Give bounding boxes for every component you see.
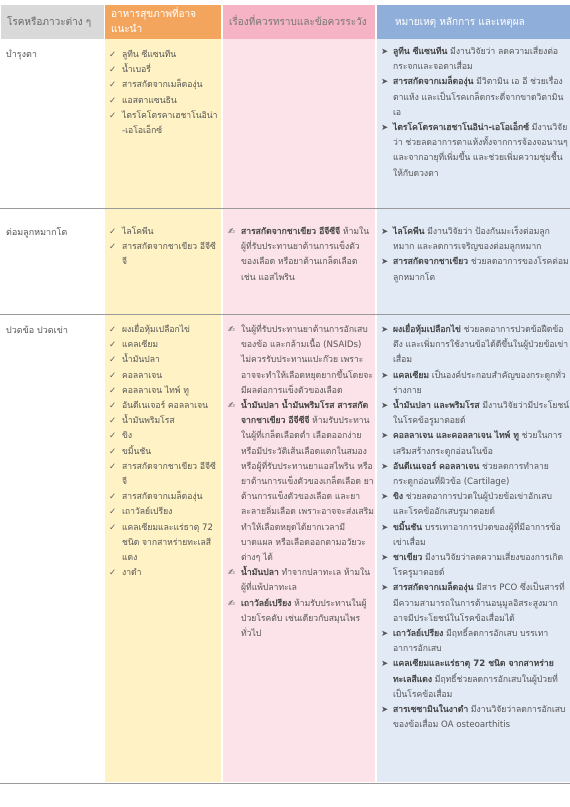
arrow-bullet-icon: ➤ <box>381 257 389 268</box>
food-item-label: ผงเยื่อหุ้มเปลือกไข่ <box>122 325 190 335</box>
row-notes-list <box>381 323 570 733</box>
item-bold-term: สารสกัดจากเมล็ดองุ่น <box>393 77 474 88</box>
item-bold-term: น้ำมันปลา และพริมโรส <box>393 401 480 412</box>
food-item <box>109 460 219 490</box>
item-text: ช่วยลดอาการของโรคต่อมลูกหมากโต <box>393 257 569 283</box>
caution-item <box>228 225 374 286</box>
food-item <box>109 48 219 63</box>
food-item-label: อันดีเนเจอร์ คอลลาเจน <box>122 401 209 412</box>
pencil-note-icon: ✍ <box>228 598 236 609</box>
item-text: มีงานวิจัยว่าลดความเสี่ยงของการเกิดโรครูมาตอยด์ <box>393 553 564 579</box>
item-text: ในผู้ที่รับประทานยาต้านการอักเสบของข้อ และกล้ามเนื้อ (NSAIDs) ไม่ควรรับประทานแปะก๊วย เพราะอาจจะทำให้เลือดหยุดยากขึ้นโดยจะมีผลต่อการแข็งตัวของเลือด <box>241 325 373 396</box>
food-item <box>109 414 219 429</box>
food-item-label: สารสกัดจากชาเขียว อีจีซีจี <box>122 461 216 488</box>
item-text: ช่วยลดอาการปวดข้อฝืดข้อตึง และเพิ่มการใช้งานข้อได้ดีขึ้นในผู้ป่วยข้อเข่าเสื่อม <box>393 325 569 366</box>
check-icon: ✓ <box>109 461 117 472</box>
arrow-bullet-icon: ➤ <box>381 583 389 594</box>
arrow-bullet-icon: ➤ <box>381 370 389 381</box>
food-item <box>109 399 219 414</box>
row-disease-label: ปวดข้อ ปวดเข่า <box>6 326 68 336</box>
check-icon: ✓ <box>109 522 117 533</box>
item-bold-term: แคลเซียมและแร่ธาตุ 72 ชนิด จากสาหร่ายทะเลสีแดง <box>393 659 554 685</box>
header-disease: โรคหรือภาวะต่าง ๆ <box>1 5 104 39</box>
note-item <box>381 703 570 733</box>
food-item-label: เถาวัลย์เปรียง <box>122 507 173 518</box>
note-item <box>381 225 570 255</box>
check-icon: ✓ <box>109 227 117 237</box>
item-bold-term: แคลเซียม <box>393 370 430 381</box>
item-text: มีงานวิจัยว่าลดการอักเสบของข้อเสื่อม OA osteoarthitis <box>393 705 566 731</box>
item-bold-term: ไตรโคโตรคาเฮชาโนอิน่า-เอโอเอ็กซ์ <box>393 123 530 134</box>
check-icon: ✓ <box>109 416 117 427</box>
check-icon: ✓ <box>109 65 117 76</box>
item-text: เป็นองค์ประกอบสำคัญของกระดูกทั่วร่างกาย <box>393 370 566 396</box>
row-divider <box>0 314 570 315</box>
check-icon: ✓ <box>109 492 117 503</box>
note-item <box>381 521 570 551</box>
food-item-label: น้ำเบอรี่ <box>122 65 151 76</box>
row-disease-label: ต่อมลูกหมากโต <box>6 228 68 238</box>
food-item <box>109 521 219 567</box>
food-item <box>109 225 219 240</box>
pencil-note-icon: ✍ <box>228 325 236 335</box>
arrow-bullet-icon: ➤ <box>381 123 389 134</box>
row-cautions-list <box>228 225 374 286</box>
food-item <box>109 429 219 444</box>
note-item <box>381 255 570 285</box>
food-item-label: ไตรโคโตรคาเฮชาโนอิน่า -เอโอเอ็กซ์ <box>122 110 218 137</box>
arrow-bullet-icon: ➤ <box>381 659 389 670</box>
item-bold-term: สารสกัดจากชาเขียว อีจีซีจี <box>241 227 341 237</box>
check-icon: ✓ <box>109 325 117 335</box>
check-icon: ✓ <box>109 446 117 457</box>
row-foods-list <box>109 225 219 271</box>
food-item-label: น้ำมันพริมโรส <box>122 416 175 427</box>
food-item <box>109 338 219 353</box>
row-divider <box>0 208 570 209</box>
note-item <box>381 490 570 520</box>
check-icon: ✓ <box>109 242 117 253</box>
check-icon: ✓ <box>109 507 117 518</box>
arrow-bullet-icon: ➤ <box>381 705 389 716</box>
item-bold-term: ขมิ้นชัน <box>393 522 423 533</box>
arrow-bullet-icon: ➤ <box>381 629 389 640</box>
item-text: มีงานวิจัยว่ามีประโยชน์ในโรคข้อรูมาตอยด์ <box>393 401 570 427</box>
pencil-note-icon: ✍ <box>228 227 236 237</box>
header-cautions: เรื่องที่ควรทราบและข้อควรระวัง <box>223 5 375 39</box>
item-bold-term: ลูทีน ซีแซนทีน <box>393 47 448 57</box>
item-text: มีสาร PCO ซึ่งเป็นสารที่มีความสามารถในการต้านอนุมูลอิสระสูงมาก อาจมีประโยชน์ในโรคข้อเสื่อมได้ <box>393 583 565 624</box>
check-icon: ✓ <box>109 385 117 396</box>
food-item-label: คอลลาเจน <box>122 370 163 381</box>
header-foods: อาหารสุขภาพที่อาจแนะนำ <box>105 5 221 39</box>
check-icon: ✓ <box>109 340 117 351</box>
pencil-note-icon: ✍ <box>228 401 236 412</box>
note-item <box>381 323 570 369</box>
item-text: มีวิตามิน เอ อี ช่วยเรื่องตาแห้ง และเป็นโรคเกล็ดกระดี่จากขาดวิตามินเอ <box>393 77 564 118</box>
check-icon: ✓ <box>109 95 117 106</box>
item-text: มีงานวิจัยว่า ช่วยลดอาการตาแห้งทั้งจากการจ้องจอนานๆ และจากอายุที่เพิ่มขึ้น และช่วยเพิ่มความชุ่มชื้นให้กับดวงตา <box>393 123 568 179</box>
food-item <box>109 323 219 338</box>
item-text: มีงานวิจัยว่า ลดความเสี่ยงต่อกระจกและจอตาเสื่อม <box>393 47 559 73</box>
item-bold-term: เถาวัลย์เปรียง <box>241 598 292 609</box>
food-item-label: ขิง <box>122 431 133 442</box>
note-item <box>381 627 570 657</box>
row-divider <box>0 783 570 784</box>
item-bold-term: ชาเขียว <box>393 553 423 564</box>
check-icon: ✓ <box>109 401 117 412</box>
item-bold-term: ขิง <box>393 492 404 503</box>
item-bold-term: คอลลาเจน และคอลลาเจน ไทพ์ ทู <box>393 431 519 442</box>
item-text: ห้ามรับประทาน ในผู้ที่เกล็ดเลือดต่ำ เลือดออกง่ายหรือมีประวัติเส้นเลือดแตกในสมอง หรือผู้ที่รับประทานยาแอสไพริน หรือยาต้านการแข็งตัวของเกล็ดเลือด ยาต้านการแข็งตัวของเลือด และยาละลายลิ่มเลือด เพราะอาจจะส่งเสริม ทำให้เลือดหยุดได้ยากเวลามีบาดแผล หรือเลือดออกตามอวัยวะต่างๆ ได้ <box>241 416 374 564</box>
row-foods-list <box>109 48 219 139</box>
food-item <box>109 566 219 581</box>
food-item <box>109 63 219 78</box>
caution-item <box>228 323 374 399</box>
check-icon: ✓ <box>109 370 117 381</box>
item-text: มีฤทธิ์ลดการอักเสบ บรรเทาอาการอักเสบ <box>393 629 549 655</box>
check-icon: ✓ <box>109 50 117 60</box>
row-foods-list <box>109 323 219 581</box>
arrow-bullet-icon: ➤ <box>381 401 389 412</box>
item-text: ห้ามในผู้ที่รับประทานยาต้านการแข็งตัวของเลือด หรือยาต้านเกล็ดเลือด เช่น แอสไพริน <box>241 227 370 283</box>
item-text: มีงานวิจัยว่า ป้องกันมะเร็งต่อมลูกหมาก และลดการเจริญของต่อมลูกหมาก <box>393 227 550 253</box>
food-item-label: คอลลาเจน ไทพ์ ทู <box>122 385 189 396</box>
row-disease-label: บำรุงตา <box>6 50 37 60</box>
food-item <box>109 240 219 270</box>
item-text: บรรเทาอาการปวดของผู้ที่มีอาการข้อเข่าเสื่อม <box>393 522 561 548</box>
pencil-note-icon: ✍ <box>228 568 236 579</box>
food-item <box>109 94 219 109</box>
arrow-bullet-icon: ➤ <box>381 77 389 88</box>
caution-item <box>228 566 374 596</box>
food-item <box>109 384 219 399</box>
item-text: ห้ามรับประทานในผู้ป่วยโรคตับ เช่นเดียวกับสมุนไพรทั่วไป <box>241 598 367 640</box>
item-bold-term: ผงเยื่อหุ้มเปลือกไข่ <box>393 325 461 335</box>
food-item <box>109 78 219 93</box>
note-item <box>381 121 570 182</box>
food-item <box>109 369 219 384</box>
arrow-bullet-icon: ➤ <box>381 553 389 564</box>
food-item-label: แอสตาแซนธิน <box>122 95 177 106</box>
note-item <box>381 399 570 429</box>
check-icon: ✓ <box>109 80 117 91</box>
food-item <box>109 490 219 505</box>
food-item <box>109 353 219 368</box>
item-text: มีฤทธิ์ช่วยลดการอักเสบในผู้ป่วยที่เป็นโรคข้อเสื่อม <box>393 674 558 700</box>
food-item-label: ลูทีน ซีแซนทีน <box>122 50 177 60</box>
food-item-label: สารสกัดจากชาเขียว อีจีซีจี <box>122 242 216 268</box>
food-item-label: น้ำมันปลา <box>122 355 160 366</box>
arrow-bullet-icon: ➤ <box>381 227 389 237</box>
check-icon: ✓ <box>109 568 117 579</box>
item-text: ทำจากปลาทะเล ห้ามในผู้ที่แพ้ปลาทะเล <box>241 568 371 594</box>
arrow-bullet-icon: ➤ <box>381 325 389 335</box>
item-bold-term: สารสกัดจากชาเขียว <box>393 257 469 268</box>
header-notes: หมายเหตุ หลักการ และเหตุผล <box>377 5 570 39</box>
food-item-label: งาดำ <box>122 568 142 579</box>
note-item <box>381 45 570 75</box>
note-item <box>381 369 570 399</box>
check-icon: ✓ <box>109 110 117 121</box>
item-bold-term: น้ำมันปลา <box>241 568 279 579</box>
note-item <box>381 460 570 490</box>
item-bold-term: อันดีเนเจอร์ คอลลาเจน <box>393 461 480 472</box>
item-bold-term: ไลโคพีน <box>393 227 425 237</box>
arrow-bullet-icon: ➤ <box>381 461 389 472</box>
food-item-label: ขมิ้นชัน <box>122 446 152 457</box>
food-item-label: แคลเซียม <box>122 340 159 351</box>
row-notes-list <box>381 45 570 182</box>
note-item <box>381 581 570 627</box>
arrow-bullet-icon: ➤ <box>381 522 389 533</box>
note-item <box>381 75 570 121</box>
arrow-bullet-icon: ➤ <box>381 431 389 442</box>
item-bold-term: สารสกัดจากเมล็ดองุ่น <box>393 583 474 594</box>
food-item <box>109 505 219 520</box>
arrow-bullet-icon: ➤ <box>381 47 389 57</box>
food-item-label: ไลโคพีน <box>122 227 154 237</box>
item-text: ช่วยลดอาการปวดในผู้ป่วยข้อเข่าอักเสบ และโรคข้ออักเสบรูมาตอยด์ <box>393 492 552 518</box>
food-item-label: สารสกัดจากเมล็ดองุ่น <box>122 492 203 503</box>
row-notes-list <box>381 225 570 286</box>
item-text: ช่วยในการเสริมสร้างกระดูกอ่อนในข้อ <box>393 431 563 457</box>
item-text: ช่วยลดการทำลายกระดูกอ่อนที่ผิวข้อ (Cartilage) <box>393 461 549 488</box>
food-item <box>109 445 219 460</box>
food-item-label: สารสกัดจากเมล็ดองุ่น <box>122 80 203 91</box>
caution-item <box>228 399 374 566</box>
check-icon: ✓ <box>109 355 117 366</box>
caution-item <box>228 597 374 643</box>
row-cautions-list <box>228 323 374 642</box>
item-bold-term: สารเซซามินในงาดำ <box>393 705 469 716</box>
check-icon: ✓ <box>109 431 117 442</box>
note-item <box>381 551 570 581</box>
note-item <box>381 657 570 703</box>
food-item-label: แคลเซียมและแร่ธาตุ 72 ชนิด จากสาหร่ายทะเลสีแดง <box>122 522 213 564</box>
arrow-bullet-icon: ➤ <box>381 492 389 503</box>
food-item <box>109 109 219 139</box>
note-item <box>381 429 570 459</box>
item-bold-term: เถาวัลย์เปรียง <box>393 629 444 640</box>
item-bold-term: น้ำมันปลา น้ำมันพริมโรส สารสกัดจากชาเขียว อีจีซีจี <box>241 401 369 427</box>
